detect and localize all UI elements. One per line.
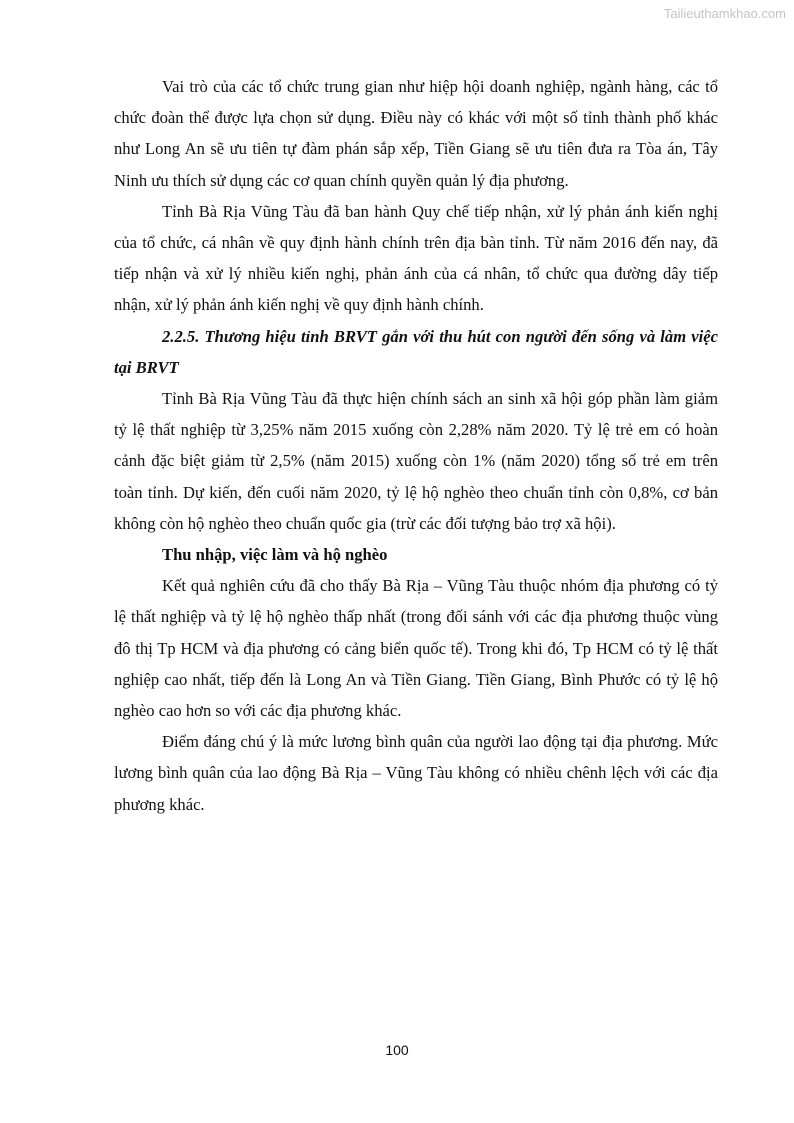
document-body bbox=[114, 71, 718, 820]
paragraph-research-results: Kết quả nghiên cứu đã cho thấy Bà Rịa – Vũng Tàu thuộc nhóm địa phương có tỷ lệ thất nghiệp và tỷ lệ hộ nghèo thấp nhất (trong đối sánh với các địa phương thuộc vùng đô thị Tp HCM và địa phương có cảng biển quốc tế). Trong khi đó, Tp HCM có tỷ lệ thất nghiệp cao nhất, tiếp đến là Long An và Tiền Giang. Tiền Giang, Bình Phước có tỷ lệ hộ nghèo cao hơn so với các địa phương khác. bbox=[114, 576, 718, 721]
watermark: Tailieuthamkhao.com bbox=[663, 6, 786, 21]
section-heading-2-2-5: 2.2.5. Thương hiệu tỉnh BRVT gắn với thu hút con người đến sống và làm việc tại BRVT bbox=[114, 326, 718, 377]
paragraph-intermediary-organizations: Vai trò của các tổ chức trung gian như hiệp hội doanh nghiệp, ngành hàng, các tổ chức đoàn thể được lựa chọn sử dụng. Điều này có khác với một số tỉnh thành phố khác như Long An sẽ ưu tiên tự đàm phán sắp xếp, Tiền Giang sẽ ưu tiên đưa ra Tòa án, Tây Ninh ưu thích sử dụng các cơ quan chính quyền quản lý địa phương. bbox=[114, 77, 718, 190]
paragraph-complaint-regulation: Tỉnh Bà Rịa Vũng Tàu đã ban hành Quy chế tiếp nhận, xử lý phản ánh kiến nghị của tổ chức, cá nhân về quy định hành chính trên địa bàn tỉnh. Từ năm 2016 đến nay, đã tiếp nhận và xử lý nhiều kiến nghị, phản ánh của cá nhân, tổ chức qua đường dây tiếp nhận, xử lý phản ánh kiến nghị về quy định hành chính. bbox=[114, 201, 718, 315]
paragraph-social-security: Tỉnh Bà Rịa Vũng Tàu đã thực hiện chính sách an sinh xã hội góp phần làm giảm tỷ lệ thất nghiệp từ 3,25% năm 2015 xuống còn 2,28% năm 2020. Tỷ lệ trẻ em có hoàn cảnh đặc biệt giảm từ 2,5% (năm 2015) xuống còn 1% (năm 2020) tổng số trẻ em trên toàn tỉnh. Dự kiến, đến cuối năm 2020, tỷ lệ hộ nghèo theo chuẩn tỉnh còn 0,8%, cơ bản không còn hộ nghèo theo chuẩn quốc gia (trừ các đối tượng bảo trợ xã hội). bbox=[114, 389, 718, 533]
subheading-income-employment-poverty: Thu nhập, việc làm và hộ nghèo bbox=[162, 545, 388, 565]
page-number: 100 bbox=[385, 1042, 409, 1058]
paragraph-average-wage: Điểm đáng chú ý là mức lương bình quân của người lao động tại địa phương. Mức lương bình quân của lao động Bà Rịa – Vũng Tàu không có nhiều chênh lệch với các địa phương khác. bbox=[114, 732, 718, 814]
